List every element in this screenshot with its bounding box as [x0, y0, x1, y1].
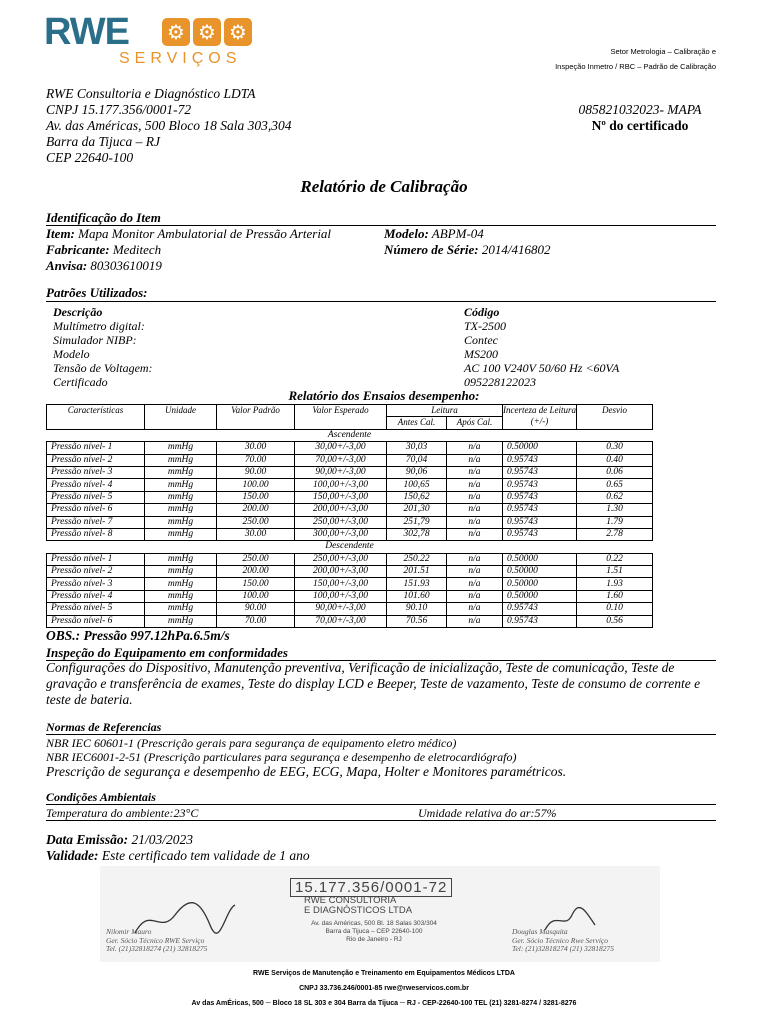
company-line: CEP 22640-100 [46, 150, 134, 165]
standards-col-code: Código [464, 305, 500, 319]
table-cell: 1.60 [577, 590, 653, 602]
table-cell: 150.00 [217, 491, 295, 503]
serial-value: 2014/416802 [478, 242, 551, 257]
table-cell: mmHg [145, 466, 217, 478]
table-cell: Pressão nível- 1 [47, 553, 145, 565]
company-logo [44, 12, 259, 70]
table-cell: 1.79 [577, 516, 653, 528]
col-before: Antes Cal. [387, 417, 447, 429]
table-cell: 30,00+/-3,00 [295, 442, 387, 454]
table-cell: Pressão nível- 2 [47, 566, 145, 578]
company-address [46, 86, 291, 166]
identification-left [46, 226, 331, 274]
table-cell: 150,00+/-3,00 [295, 491, 387, 503]
divider [46, 734, 716, 735]
table-cell: 250,00+/-3,00 [295, 553, 387, 565]
group-row [47, 429, 653, 441]
serial-row [384, 242, 550, 258]
table-cell: n/a [447, 504, 503, 516]
table-row [47, 442, 653, 454]
norm-item: NBR IEC 60601-1 (Prescrição gerais para segurança de equipamento eletro médico) [46, 736, 457, 750]
table-cell: 0.95743 [503, 528, 577, 540]
table-row [47, 504, 653, 516]
signer-role: Ger. Sócio Técnico RWE Serviço [106, 935, 205, 945]
serial-label: Número de Série: [384, 242, 479, 257]
table-row [47, 590, 653, 602]
divider [46, 820, 716, 821]
table-cell: mmHg [145, 442, 217, 454]
anvisa-label: Anvisa: [46, 258, 88, 273]
table-cell: 0.65 [577, 479, 653, 491]
table-cell: 0.95743 [503, 516, 577, 528]
table-cell: 0.50000 [503, 590, 577, 602]
table-cell: 0.95743 [503, 504, 577, 516]
certificate-label: Nº do certificado [591, 118, 689, 133]
table-cell: 151.93 [387, 578, 447, 590]
table-cell: 201,30 [387, 504, 447, 516]
table-cell: Pressão nível- 6 [47, 504, 145, 516]
signer-phone: Tel: (21)32818274 (21) 32818275 [512, 944, 615, 953]
table-cell: Pressão nível- 6 [47, 615, 145, 627]
signer-phone: Tel. (21)32818274 (21) 32818275 [106, 944, 208, 953]
company-line: Av. das Américas, 500 Bloco 18 Sala 303,304 [46, 118, 292, 133]
table-cell: 250.00 [217, 516, 295, 528]
table-cell: 201.51 [387, 566, 447, 578]
stamp-name-line: RWE CONSULTORIA [304, 895, 397, 906]
table-cell: 70,00+/-3,00 [295, 615, 387, 627]
standard-code: Contec [464, 333, 498, 347]
table-cell: mmHg [145, 615, 217, 627]
table-cell: 90.00 [217, 466, 295, 478]
standards-codes [464, 305, 619, 389]
signer-name: Douglas Masquita [512, 927, 568, 936]
assay-title: Relatório dos Ensaios desempenho: [288, 388, 480, 403]
table-cell: 100,00+/-3,00 [295, 479, 387, 491]
table-cell: 90,00+/-3,00 [295, 603, 387, 615]
emission-date [46, 832, 310, 848]
model-row [384, 226, 550, 242]
table-cell: mmHg [145, 590, 217, 602]
stamp-addr-line: Av. das Américas, 500 Bl. 18 Salas 303/304 [311, 920, 437, 927]
table-cell: 300,00+/-3,00 [295, 528, 387, 540]
emission-date-label: Data Emissão: [46, 832, 129, 847]
company-line: Barra da Tijuca – RJ [46, 134, 160, 149]
table-cell: mmHg [145, 528, 217, 540]
col-characteristics: Características [47, 405, 145, 430]
table-cell: 1.51 [577, 566, 653, 578]
inspection-text: Configurações do Dispositivo, Manutenção preventiva, Verificação de inicialização, Teste de comunicação, Teste de gravação e transferência de exames, Teste do display LCD e Beeper, Teste de vazamento, Teste de consumo de corrente e teste de bateria. [46, 660, 701, 707]
standard-desc: Multímetro digital: [53, 319, 145, 333]
validity-value: Este certificado tem validade de 1 ano [98, 848, 310, 863]
temperature: Temperatura do ambiente:23°C [46, 806, 199, 820]
table-cell: 70.56 [387, 615, 447, 627]
table-cell: 0.95743 [503, 466, 577, 478]
table-cell: 90.00 [217, 603, 295, 615]
stamp-addr-line: Rio de Janeiro - RJ [346, 936, 402, 943]
table-cell: 100.00 [217, 590, 295, 602]
item-value: Mapa Monitor Ambulatorial de Pressão Arterial [74, 226, 332, 241]
stamp-name [304, 896, 412, 916]
table-cell: n/a [447, 442, 503, 454]
identification-right [384, 226, 550, 258]
table-cell: Pressão nível- 3 [47, 466, 145, 478]
table-cell: Pressão nível- 1 [47, 442, 145, 454]
norms-heading: Normas de Referencias [46, 720, 162, 734]
col-unit: Unidade [145, 405, 217, 430]
manufacturer-row [46, 242, 331, 258]
table-cell: Pressão nível- 2 [47, 454, 145, 466]
sector-info [555, 44, 716, 74]
conditions-heading: Condições Ambientais [46, 790, 156, 804]
standard-code: TX-2500 [464, 319, 506, 333]
table-cell: 200,00+/-3,00 [295, 504, 387, 516]
table-cell: 30,03 [387, 442, 447, 454]
table-cell: mmHg [145, 553, 217, 565]
anvisa-row [46, 258, 331, 274]
table-cell: 70,00+/-3,00 [295, 454, 387, 466]
table-cell: mmHg [145, 491, 217, 503]
group-label: Ascendente [47, 429, 653, 441]
table-cell: n/a [447, 603, 503, 615]
table-cell: 302,78 [387, 528, 447, 540]
table-cell: 30.00 [217, 442, 295, 454]
inspection-heading: Inspeção do Equipamento em conformidades [46, 645, 288, 660]
table-cell: 0.62 [577, 491, 653, 503]
item-row [46, 226, 331, 242]
humidity: Umidade relativa do ar:57% [418, 806, 557, 820]
signer-name: Nilomir Mauro [106, 927, 152, 936]
standard-code: 095228122023 [464, 375, 536, 389]
table-cell: 70,04 [387, 454, 447, 466]
standard-code: AC 100 V240V 50/60 Hz <60VA [464, 361, 620, 375]
table-cell: mmHg [145, 603, 217, 615]
table-cell: n/a [447, 516, 503, 528]
table-cell: 0.30 [577, 442, 653, 454]
standard-desc: Modelo [53, 347, 90, 361]
table-cell: n/a [447, 590, 503, 602]
emission-date-value: 21/03/2023 [128, 832, 194, 847]
standard-desc: Certificado [53, 375, 108, 389]
table-cell: 90.10 [387, 603, 447, 615]
anvisa-value: 80303610019 [87, 258, 162, 273]
sector-line: Setor Metrologia – Calibração e [610, 47, 716, 56]
table-row [47, 603, 653, 615]
company-line: RWE Consultoria e Diagnóstico LDTA [46, 86, 256, 101]
table-cell: 1.93 [577, 578, 653, 590]
item-label: Item: [46, 226, 75, 241]
table-cell: 70.00 [217, 454, 295, 466]
logo-sub: SERVIÇOS [119, 50, 242, 67]
standards-col-desc: Descrição [53, 305, 103, 319]
norm-item: NBR IEC6001-2-51 (Prescrição particulares para segurança e desempenho de eletrocardiógrafo) [46, 750, 517, 764]
stamp-number: 15.177.356/0001-72 [290, 878, 452, 897]
table-row [47, 454, 653, 466]
table-cell: mmHg [145, 566, 217, 578]
table-cell: Pressão nível- 4 [47, 590, 145, 602]
table-cell: n/a [447, 454, 503, 466]
table-row [47, 516, 653, 528]
standard-code: MS200 [464, 347, 498, 361]
table-cell: 100.00 [217, 479, 295, 491]
footer-line: Av das AmÉricas, 500 ─ Bloco 18 SL 303 e 304 Barra da Tijuca ─ RJ - CEP-22640-100 TEL (21) 3281-8274 / 3281-8276 [191, 1000, 577, 1007]
group-row [47, 541, 653, 553]
signer-role: Ger. Sócio Técnico Rwe Serviço [512, 935, 609, 945]
col-standard-value: Valor Padrão [217, 405, 295, 430]
col-deviation: Desvio [577, 405, 653, 430]
observation: OBS.: Pressão 997.12hPa.6.5m/s [46, 628, 230, 643]
logo-brand: RWE [44, 11, 129, 53]
table-cell: n/a [447, 528, 503, 540]
model-value: ABPM-04 [428, 226, 484, 241]
table-cell: 200.00 [217, 566, 295, 578]
model-label: Modelo: [384, 226, 429, 241]
validity-label: Validade: [46, 848, 99, 863]
table-row [47, 566, 653, 578]
table-cell: 250.00 [217, 553, 295, 565]
certificate-number: 085821032023- MAPA [578, 102, 702, 117]
stamp-address [284, 920, 464, 944]
emission-block [46, 832, 310, 864]
table-cell: mmHg [145, 516, 217, 528]
footer-line: RWE Serviços de Manutenção e Treinamento em Equipamentos Médicos LTDA [253, 970, 515, 977]
table-cell: 30.00 [217, 528, 295, 540]
table-cell: Pressão nível- 5 [47, 603, 145, 615]
table-cell: n/a [447, 491, 503, 503]
table-row [47, 466, 653, 478]
page-footer [0, 966, 768, 1011]
manufacturer-label: Fabricante: [46, 242, 110, 257]
group-label: Descendente [47, 541, 653, 553]
col-reading: Leitura [387, 405, 503, 417]
table-cell: 0.95743 [503, 615, 577, 627]
footer-line: CNPJ 33.736.246/0001-85 rwe@rweservicos.com.br [299, 985, 469, 992]
table-cell: 150.00 [217, 578, 295, 590]
table-cell: 0.06 [577, 466, 653, 478]
col-expected-value: Valor Esperado [295, 405, 387, 430]
standards-descriptions [53, 305, 153, 389]
page-title: Relatório de Calibração [300, 177, 468, 196]
table-cell: 0.95743 [503, 454, 577, 466]
table-cell: 0.40 [577, 454, 653, 466]
divider [46, 301, 716, 302]
table-cell: 200.00 [217, 504, 295, 516]
col-uncertainty: Incerteza de Leitura (+/-) [503, 405, 577, 430]
table-cell: 250.22 [387, 553, 447, 565]
table-cell: 100,65 [387, 479, 447, 491]
table-cell: 100,00+/-3,00 [295, 590, 387, 602]
table-cell: Pressão nível- 8 [47, 528, 145, 540]
table-cell: 250,00+/-3,00 [295, 516, 387, 528]
table-cell: 150,00+/-3,00 [295, 578, 387, 590]
gear-icon: ⚙ [224, 18, 252, 46]
table-cell: 200,00+/-3,00 [295, 566, 387, 578]
norms-list [46, 736, 566, 780]
signature-left [106, 928, 207, 954]
table-row [47, 578, 653, 590]
company-line: CNPJ 15.177.356/0001-72 [46, 102, 192, 117]
standards-heading: Patrões Utilizados: [46, 285, 148, 300]
company-stamp [290, 878, 460, 948]
table-cell: 0.50000 [503, 442, 577, 454]
assay-table [46, 404, 653, 628]
manufacturer-value: Meditech [109, 242, 162, 257]
table-cell: Pressão nível- 3 [47, 578, 145, 590]
certificate-block [560, 102, 720, 134]
validity [46, 848, 310, 864]
divider [46, 804, 716, 805]
table-cell: 0.10 [577, 603, 653, 615]
table-row [47, 491, 653, 503]
table-cell: mmHg [145, 578, 217, 590]
table-row [47, 528, 653, 540]
table-cell: 2.78 [577, 528, 653, 540]
gear-icon: ⚙ [162, 18, 190, 46]
table-cell: 0.22 [577, 553, 653, 565]
table-cell: 0.56 [577, 615, 653, 627]
table-cell: 70.00 [217, 615, 295, 627]
gear-icon: ⚙ [193, 18, 221, 46]
table-cell: Pressão nível- 5 [47, 491, 145, 503]
table-cell: n/a [447, 615, 503, 627]
table-cell: n/a [447, 466, 503, 478]
signature-right [512, 928, 614, 954]
table-cell: 0.95743 [503, 491, 577, 503]
logo-gears [162, 18, 256, 48]
table-cell: mmHg [145, 454, 217, 466]
table-cell: 90,00+/-3,00 [295, 466, 387, 478]
table-cell: 101.60 [387, 590, 447, 602]
table-row [47, 553, 653, 565]
table-cell: 0.50000 [503, 578, 577, 590]
table-cell: 0.50000 [503, 553, 577, 565]
table-row [47, 615, 653, 627]
standard-desc: Tensão de Voltagem: [53, 361, 153, 375]
standard-desc: Simulador NIBP: [53, 333, 137, 347]
identification-heading: Identificação do Item [46, 210, 161, 225]
stamp-addr-line: Barra da Tijuca – CEP 22640-100 [325, 928, 423, 935]
table-cell: mmHg [145, 504, 217, 516]
table-cell: 0.95743 [503, 603, 577, 615]
table-row [47, 479, 653, 491]
table-cell: n/a [447, 566, 503, 578]
table-cell: 0.95743 [503, 479, 577, 491]
table-cell: 90,06 [387, 466, 447, 478]
stamp-name-line: E DIAGNÓSTICOS LTDA [304, 905, 413, 916]
table-cell: n/a [447, 578, 503, 590]
table-cell: mmHg [145, 479, 217, 491]
table-cell: Pressão nível- 7 [47, 516, 145, 528]
table-cell: 150,62 [387, 491, 447, 503]
norm-item: Prescrição de segurança e desempenho de EEG, ECG, Mapa, Holter e Monitores paramétricos. [46, 764, 567, 779]
table-cell: Pressão nível- 4 [47, 479, 145, 491]
table-cell: n/a [447, 553, 503, 565]
assay-body [47, 429, 653, 627]
col-after: Após Cal. [447, 417, 503, 429]
table-cell: 251,79 [387, 516, 447, 528]
sector-line: Inspeção Inmetro / RBC – Padrão de Calibração [555, 62, 716, 71]
table-cell: 0.50000 [503, 566, 577, 578]
table-cell: 1.30 [577, 504, 653, 516]
table-cell: n/a [447, 479, 503, 491]
